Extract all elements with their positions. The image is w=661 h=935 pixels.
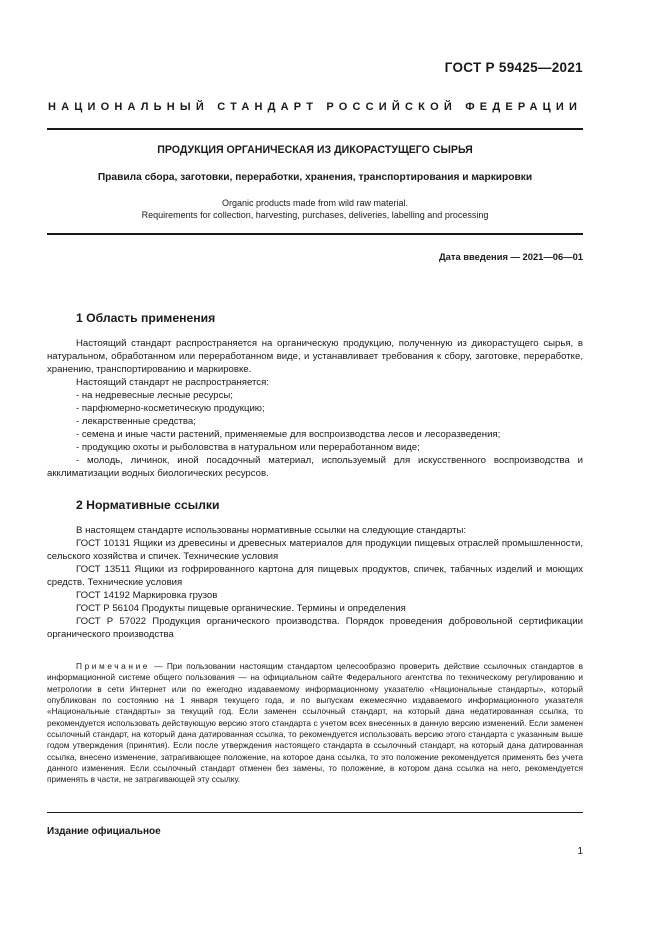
english-title-line1: Organic products made from wild raw material. <box>221 198 409 208</box>
note-label: Примечание <box>76 661 151 671</box>
top-divider <box>47 128 583 130</box>
reference-item: ГОСТ 13511 Ящики из гофрированного картона для пищевых продуктов, спичек, табачных изделий и моющих средств. Технические условия <box>47 564 583 588</box>
reference-item: ГОСТ 14192 Маркировка грузов <box>76 590 218 601</box>
list-item: - на недревесные лесные ресурсы; <box>76 390 233 401</box>
section2-intro: В настоящем стандарте использованы нормативные ссылки на следующие стандарты: <box>76 525 467 536</box>
section1-paragraph2: Настоящий стандарт не распространяется: <box>76 377 269 388</box>
section1-body <box>47 337 583 480</box>
section2-body <box>47 524 583 641</box>
section2-heading: 2 Нормативные ссылки <box>76 498 220 512</box>
section1-paragraph1: Настоящий стандарт распространяется на органическую продукцию, полученную из дикорастущего сырья, в натуральном, обработанном или переработанном виде, и устанавливает требования к сбору, заготовке, переработке, хранению, транспортированию и маркировке. <box>47 338 583 375</box>
list-item: - лекарственные средства; <box>76 416 196 427</box>
note-text: — При пользовании настоящим стандартом целесообразно проверить действие ссылочных стандартов в информационной системе общего пользования — на официальном сайте Федерального агентства по техническому регулированию и метрологии в сети Интернет или по ежегодно издаваемому информационному указателю «Национальные стандарты», который опубликован по состоянию на 1 января текущего года, и по выпускам ежемесячно издаваемого информационного указателя «Национальные стандарты» за текущий год. Если заменен ссылочный стандарт, на который дана недатированная ссылка, то рекомендуется использовать действующую версию этого стандарта с учетом всех внесенных в данную версию изменений. Если заменен ссылочный стандарт, на который дана датированная ссылка, то рекомендуется использовать версию этого стандарта с указанным выше годом утверждения (принятия). Если после утверждения настоящего стандарта в ссылочный стандарт, на который дана датированная ссылка, внесено изменение, затрагивающее положение, на которое дана ссылка, то это положение рекомендуется применять без учета данного изменения. Если ссылочный стандарт отменен без замены, то положение, в котором дана ссылка на него, рекомендуется применять в части, не затрагивающей эту ссылку. <box>47 661 583 785</box>
list-item: - продукцию охоты и рыболовства в натуральном или переработанном виде; <box>76 442 420 453</box>
document-subtitle: Правила сбора, заготовки, переработки, хранения, транспортирования и маркировки <box>97 172 533 183</box>
section1-heading: 1 Область применения <box>76 311 216 325</box>
standard-code: ГОСТ Р 59425—2021 <box>444 60 583 75</box>
footer-divider <box>47 812 583 813</box>
list-item: - молодь, личинок, иной посадочный материал, используемый для искусственного воспроизводства и акклиматизации водных биологических ресурсов. <box>47 455 583 479</box>
official-edition-label: Издание официальное <box>47 826 161 837</box>
intro-date: Дата введения — 2021—06—01 <box>438 251 583 262</box>
national-standard-heading: НАЦИОНАЛЬНЫЙ СТАНДАРТ РОССИЙСКОЙ ФЕДЕРАЦИИ <box>47 101 583 113</box>
list-item: - парфюмерно-косметическую продукцию; <box>76 403 265 414</box>
document-title: ПРОДУКЦИЯ ОРГАНИЧЕСКАЯ ИЗ ДИКОРАСТУЩЕГО СЫРЬЯ <box>157 144 473 156</box>
title-divider <box>47 233 583 235</box>
list-item: - семена и иные части растений, применяемые для воспроизводства лесов и лесоразведения; <box>76 429 501 440</box>
reference-item: ГОСТ 10131 Ящики из древесины и древесных материалов для продукции пищевых отраслей промышленности, сельского хозяйства и спичек. Технические условия <box>47 538 583 562</box>
reference-item: ГОСТ Р 57022 Продукция органического производства. Порядок проведения добровольной сертификации органического производства <box>47 616 583 640</box>
english-title-line2: Requirements for collection, harvesting, purchases, deliveries, labelling and processing <box>141 210 489 220</box>
page-number: 1 <box>577 846 583 857</box>
reference-item: ГОСТ Р 56104 Продукты пищевые органические. Термины и определения <box>76 603 406 614</box>
note-block <box>47 661 583 786</box>
